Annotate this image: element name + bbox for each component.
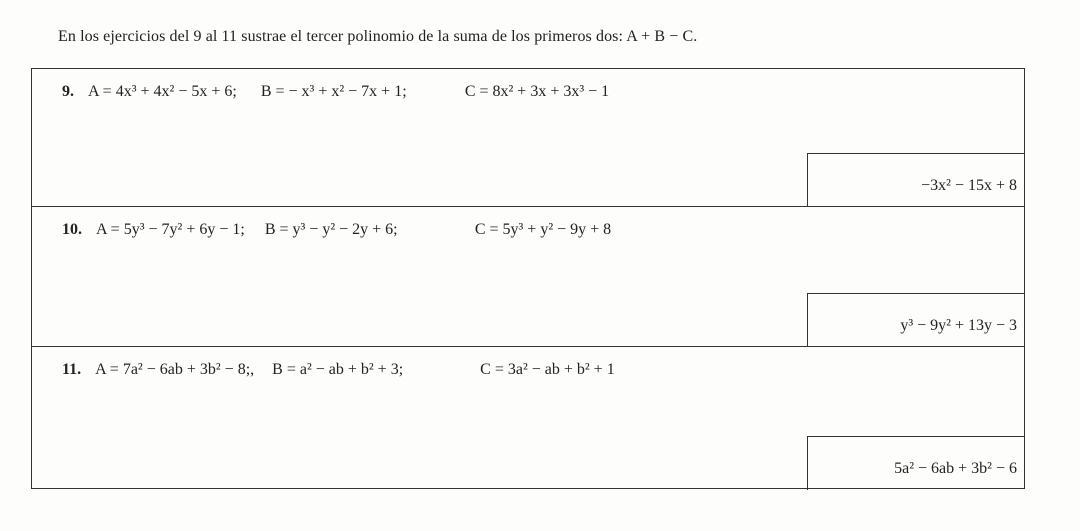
polynomial-b: B = a² − ab + b² + 3; [272, 361, 404, 378]
polynomial-c: C = 5y³ + y² − 9y + 8 [474, 221, 612, 238]
exercise-number: 11. [62, 361, 82, 378]
polynomial-a: A = 5y³ − 7y² + 6y − 1; [96, 221, 245, 238]
exercise-number: 9. [62, 83, 74, 100]
instructions: En los ejercicios del 9 al 11 sustrae el tercer polinomio de la suma de los primeros dos: A + B − C. [58, 28, 698, 45]
exercise-formula [62, 361, 615, 379]
polynomial-a: A = 4x³ + 4x² − 5x + 6; [88, 83, 237, 100]
exercise-table [31, 68, 1025, 489]
exercise-row-11 [32, 346, 1024, 490]
polynomial-b: B = − x³ + x² − 7x + 1; [260, 83, 407, 100]
polynomial-c: C = 3a² − ab + b² + 1 [480, 361, 615, 378]
exercise-formula [62, 83, 610, 101]
answer-box [807, 153, 1025, 207]
polynomial-b: B = y³ − y² − 2y + 6; [264, 221, 398, 238]
exercise-row-10 [32, 206, 1024, 347]
exercise-row-9 [32, 69, 1024, 207]
exercise-formula [62, 221, 612, 239]
answer-box [807, 293, 1025, 347]
exercise-number: 10. [62, 221, 82, 238]
polynomial-a: A = 7a² − 6ab + 3b² − 8;, [95, 361, 255, 378]
answer-text: 5a² − 6ab + 3b² − 6 [894, 460, 1017, 477]
answer-text: −3x² − 15x + 8 [921, 177, 1017, 194]
polynomial-c: C = 8x² + 3x + 3x³ − 1 [464, 83, 610, 100]
answer-text: y³ − 9y² + 13y − 3 [900, 317, 1017, 334]
answer-box [807, 436, 1025, 490]
